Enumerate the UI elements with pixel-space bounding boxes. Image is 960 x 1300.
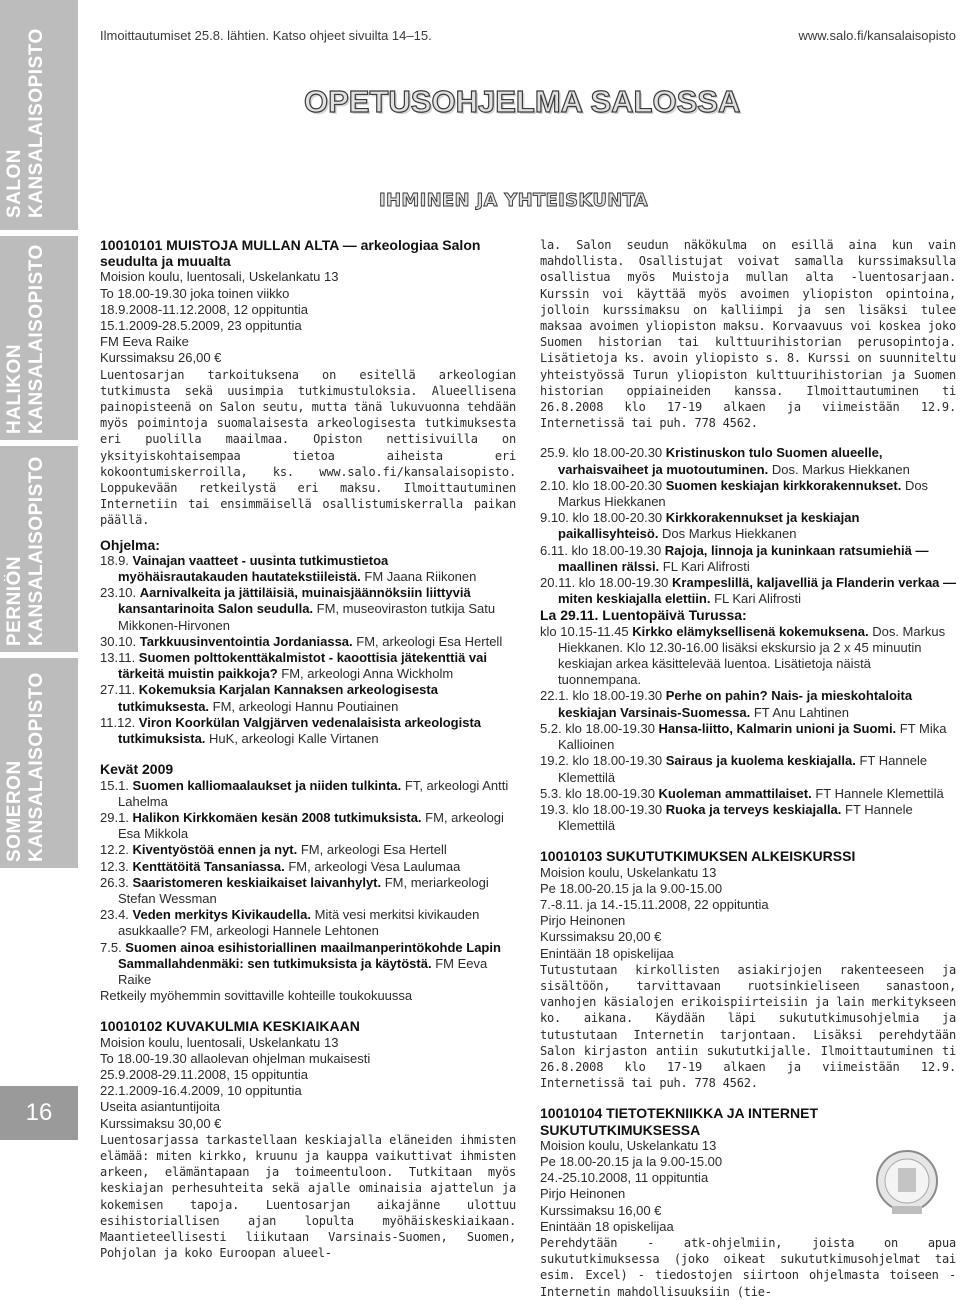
program-item [100,682,516,714]
program-item [100,907,516,939]
band-someron [0,658,78,868]
program-topic: Suomen ainoa esihistoriallinen maailmanperintökohde Lapin Sammallahdenmäki: sen tutkimuksista ja käytöstä. [118,939,501,971]
program-date: 25.9. klo 18.00-20.30 [540,445,666,461]
program-topic: Saaristomeren keskiaikaiset laivanhylyt. [132,874,385,890]
course-desc-1: Luentosarjan tarkoituksena on esitellä arkeologian tutkimusta sekä uusimpia tutkimustuloksia. Alueellisena painopisteenä on Salon seutu, mutta tänä lukuvuonna tehdään myös poimintoja suomalaisesta arkeologisesta tutkimuksesta eri puolilla maailmaa. Opiston nettisivuilla on yksityiskohtaisempaa tietoa aiheista eri kokoontumiskerroilla, ks. www.salo.fi/kansalaisopisto. Loppukevään retkeilystä eri maksu. Ilmoittautuminen Internetiin tai ensimmäisellä osallistumiskerralla paikan päällä. [100,367,516,528]
program-item [540,786,956,802]
band-salon [0,0,78,230]
info-line: Kurssimaksu 30,00 € [100,1115,222,1131]
spring-list [100,778,516,989]
program-speaker: FM Jaana Riikonen [364,569,477,585]
info-line: Kurssimaksu 20,00 € [540,929,662,945]
info-line: 7.-8.11. ja 14.-15.11.2008, 22 oppituntia [540,896,769,912]
info-line: 18.9.2008-11.12.2008, 12 oppituntia [100,301,308,317]
program-item [100,634,516,650]
info-line: Moision koulu, Uskelankatu 13 [540,1137,717,1153]
program-item [100,940,516,989]
info-line: 15.1.2009-28.5.2009, 23 oppituntia [100,318,302,334]
band-pernion-2: KANSALAISOPISTO [26,456,47,646]
band-halikon [0,236,78,440]
info-line: Moision koulu, luentosali, Uskelankatu 13 [100,1034,339,1050]
program-speaker: FL Kari Alifrosti [662,558,750,574]
program-topic: Kirkkorakennukset ja keskiajan paikallisyhteisö. [558,510,860,542]
program-topic: Ruoka ja terveys keskiajalla. [665,801,845,817]
course-desc-4: Perehdytään - atk-ohjelmiin, joista on apua sukututkimuksessa (joko oikeat sukututkimusohjelmat tai esim. Excel) - tiedostojen siirtoon ohjelmasta toiseen - Internetin mahdollisuuksiin (tie- [540,1235,956,1299]
program-list-3 [540,624,956,835]
seal-logo-icon [874,1148,940,1218]
band-halikon-1: HALIKON [4,343,25,434]
course-info-3 [540,865,956,962]
program-item [540,688,956,720]
program-date: 20.11. klo 18.00-19.30 [540,575,673,591]
info-line: To 18.00-19.30 joka toinen viikko [100,285,290,301]
program-date: 2.10. klo 18.00-20.30 [540,477,666,493]
info-line: 25.9.2008-29.11.2008, 15 oppituntia [100,1066,308,1082]
program-item [100,650,516,682]
info-line: Kurssimaksu 26,00 € [100,350,222,366]
band-someron-2: KANSALAISOPISTO [26,672,47,862]
info-line: Pe 18.00-20.15 ja la 9.00-15.00 [540,880,723,896]
program-speaker: FM, arkeologi Esa Mikkola [118,809,504,842]
page-number: 16 [0,1086,78,1140]
program-topic: Halikon Kirkkomäen kesän 2008 tutkimuksista. [132,809,426,825]
spring-heading: Kevät 2009 [100,761,174,778]
program-topic: Tarkkuusinventointia Jordaniassa. [139,633,357,649]
program-item [540,478,956,510]
registration-note: Ilmoittautumiset 25.8. lähtien. Katso ohjeet sivuilta 14–15. [100,28,432,43]
page-title: OPETUSOHJELMA SALOSSA [304,84,741,119]
program-item [100,553,516,585]
program-speaker: FM, meriarkeologi Stefan Wessman [118,874,489,906]
program-topic: Kenttätöitä Tansaniassa. [132,858,289,874]
program-date: 12.3. [100,858,133,874]
program-item [100,778,516,810]
program-topic: Suomen kalliomaalaukset ja niiden tulkinta. [132,777,405,793]
course-title-1: 10010101 MUISTOJA MULLAN ALTA — arkeologiaa Salon seudulta ja muualta [100,237,481,270]
info-line: Moision koulu, Uskelankatu 13 [540,864,717,880]
band-pernion-1: PERNIÖN [4,555,25,646]
column-left [100,237,516,1261]
info-line: Useita asiantuntijoita [100,1099,220,1115]
band-someron-1: SOMERON [4,760,25,862]
program-item [540,445,956,477]
program-date: 13.11. [100,650,139,666]
program-speaker: FT, arkeologi Antti Lahelma [118,777,509,809]
program-speaker: Dos Markus Hiekkanen [558,477,929,510]
program-topic: Perhe on pahin? Nais- ja mieskohtaloita keskiajan Varsinais-Suomessa. [558,688,913,720]
program-item [540,802,956,834]
program-speaker: FM Eeva Raike [118,955,488,987]
program-date: 26.3. [100,874,133,890]
program-topic: Kuoleman ammattilaiset. [658,785,816,801]
info-line: Pirjo Heinonen [540,913,626,929]
program-topic: Suomen keskiajan kirkkorakennukset. [665,477,905,493]
program-item [540,624,956,689]
program-speaker: FM, arkeologi Vesa Laulumaa [288,858,461,874]
program-date: 9.10. klo 18.00-20.30 [540,510,666,526]
program-item [100,585,516,634]
band-pernion [0,446,78,652]
course-desc-3: Tutustutaan kirkollisten asiakirjojen rakenteeseen ja sisältöön, tarvittavaan ruotsinkieliseen sanastoon, vanhojen käsialojen erikoispiirteisiin ja lain merkitykseen ko. aikana. Käydään läpi sukututkimusohjelmia ja tutustutaan Internetin tarjontaan. Lisäksi perehdytään Salon kirjaston antiin sukututkijalle. Ilmoittautuminen ti 26.8.2008 klo 17-19 alkaen ja viimeistään 12.9. Internetissä tai puh. 778 4562. [540,962,956,1091]
program-topic: Rajoja, linnoja ja kuninkaan ratsumiehiä — maallinen rälssi. [558,542,929,574]
program-date: 19.2. klo 18.00-19.30 [540,753,666,769]
program-item [540,543,956,575]
info-line: Kurssimaksu 16,00 € [540,1202,662,1218]
program-item [100,715,516,747]
side-band [0,0,78,1259]
info-line: Pe 18.00-20.15 ja la 9.00-15.00 [540,1153,723,1169]
program-date: 5.2. klo 18.00-19.30 [540,720,659,736]
program-list [100,553,516,747]
program-speaker: FL Kari Alifrosti [714,591,802,607]
course-info-1 [100,269,516,366]
info-line: To 18.00-19.30 allaolevan ohjelman mukaisesti [100,1050,371,1066]
band-halikon-2: KANSALAISOPISTO [26,244,47,434]
program-topic: Suomen polttokenttäkalmistot - kaoottisia jätekenttiä vai tärkeitä muistin paikkoja? [118,650,487,682]
section-title: IHMINEN JA YHTEISKUNTA [379,190,649,211]
info-line: FM Eeva Raike [100,334,189,350]
program-topic: Sairaus ja kuolema keskiajalla. [665,753,860,769]
program-item [100,810,516,842]
lecture-day-heading: La 29.11. Luentopäivä Turussa: [540,607,747,624]
program-date: klo 10.15-11.45 [540,623,633,639]
program-item [100,842,516,858]
program-topic: Kristinuskon tulo Suomen alueelle, varhaisvaiheet ja muotoutuminen. [558,445,883,477]
program-date: 15.1. [100,777,133,793]
column-right [540,237,956,1300]
program-date: 11.12. [100,714,139,730]
program-speaker: FT Hannele Klemettilä [558,801,913,834]
program-date: 23.4. [100,907,133,923]
course-desc-2: Luentosarjassa tarkastellaan keskiajalla eläneiden ihmisten elämää: miten kirkko, kruunu ja kauppa vaikuttivat ihmisten arkeen, elämäntapaan ja toimeentuloon. Tutkitaan myös keskiajan perhesuhteita sekä ajalle ominaisia ajattelun ja kokemisen tapoja. Luentosarjan aikajänne ulottuu esihistoriallisen ajan lopulta myöhäiskeskiaikaan. Maantieteellisesti liikutaan Varsinais-Suomen, Suomen, Pohjolan ja koko Euroopan alueel- [100,1132,516,1261]
program-date: 23.10. [100,585,140,601]
program-list-2 [540,445,956,607]
program-speaker: FT Hannele Klemettilä [558,753,928,785]
program-date: 29.1. [100,809,133,825]
info-line: 22.1.2009-16.4.2009, 10 oppituntia [100,1083,302,1099]
program-speaker: Mitä vesi merkitsi kivikauden asukkaalle? FM, arkeologi Hannele Lehtonen [118,907,480,939]
program-topic: Kirkko elämyksellisenä kokemuksena. [632,623,873,639]
program-speaker: FM, museoviraston tutkija Satu Mikkonen-Hirvonen [118,601,496,633]
program-date: 27.11. [100,682,139,698]
program-speaker: FM, arkeologi Anna Wickholm [281,666,454,682]
program-date: 5.3. klo 18.00-19.30 [540,785,659,801]
program-date: 18.9. [100,552,133,568]
program-topic: Kiventyöstöä ennen ja nyt. [132,842,301,858]
program-topic: Viron Koorkülan Valgjärven vedenalaisista arkeologista tutkimuksista. [118,714,482,747]
program-item [540,510,956,542]
course-desc-2-cont: la. Salon seudun näkökulma on esillä aina kun vain mahdollista. Osallistujat voivat samalla kurssimaksulla osallistua myös Muistoja mullan alta -luentosarjaan. Kurssin voi käyttää myös avoimen yliopiston opintoina, jolloin kurssimaksu on kalliimpi ja sen lisäksi tulee maksaa avoimen yliopiston maksu. Korvaavuus voi koskea joko Suomen historian tai kulttuurihistorian perusopintoja. Lisätietoja ks. avoin yliopisto s. 8. Kurssi on suunniteltu yhteistyössä Turun yliopiston kulttuurihistorian ja Suomen historian oppiaineiden kanssa. Ilmoittautuminen ti 26.8.2008 klo 17-19 alkaen ja viimeistään 12.9. Internetissä tai puh. 778 4562. [540,238,956,431]
program-speaker: FM, arkeologi Hannu Poutiainen [212,698,399,714]
program-date: 19.3. klo 18.00-19.30 [540,801,666,817]
program-speaker: Dos. Markus Hiekkanen [771,461,910,477]
program-item [100,875,516,907]
program-topic: Krampeslillä, kaljavelliä ja Flanderin verkaa — miten keskiajalla elettiin. [558,575,957,607]
program-speaker: FT Mika Kallioinen [558,720,947,753]
course-title-2: 10010102 KUVAKULMIA KESKIAIKAAN [100,1018,360,1035]
band-salon-2: KANSALAISOPISTO [26,28,47,218]
program-item [540,575,956,607]
course-title-3: 10010103 SUKUTUTKIMUKSEN ALKEISKURSSI [540,848,856,865]
program-item [540,721,956,753]
program-heading: Ohjelma: [100,536,160,553]
program-date: 30.10. [100,633,140,649]
spring-note: Retkeily myöhemmin sovittaville kohteille toukokuussa [100,988,413,1004]
program-date: 12.2. [100,842,133,858]
program-speaker: FM, arkeologi Esa Hertell [356,633,503,649]
program-item [540,753,956,785]
program-speaker: FM, arkeologi Esa Hertell [300,842,447,858]
program-topic: Aarnivalkeita ja jättiläisiä, muinaisjäännöksiin liittyviä kansantarinoita Salon seudulla. [118,585,471,617]
program-speaker: Dos. Markus Hiekkanen. Klo 12.30-16.00 lisäksi ekskursio ja 2 x 45 minuutin keskiajan arkea käsittelevää luentoa. Lisätietoja näistä tuonnempana. [558,623,946,688]
program-speaker: FT Anu Lahtinen [753,704,850,720]
info-line: Enintään 18 opiskelijaa [540,1218,674,1234]
program-speaker: HuK, arkeologi Kalle Virtanen [209,731,379,747]
program-topic: Kokemuksia Karjalan Kannaksen arkeologisesta tutkimuksesta. [118,682,438,714]
program-topic: Veden merkitys Kivikaudella. [132,907,315,923]
program-topic: Vainajan vaatteet - uusinta tutkimustietoa myöhäisrautakauden hautatekstiileistä. [118,552,389,585]
website-link[interactable]: www.salo.fi/kansalaisopisto [798,28,956,43]
program-topic: Hansa-liitto, Kalmarin unioni ja Suomi. [658,720,900,736]
program-speaker: Dos Markus Hiekkanen [662,526,797,542]
program-item [100,859,516,875]
program-speaker: FT Hannele Klemettilä [815,785,944,801]
band-salon-1: SALON [4,149,25,218]
info-line: Enintään 18 opiskelijaa [540,945,674,961]
program-date: 22.1. klo 18.00-19.30 [540,688,666,704]
info-line: 24.-25.10.2008, 11 oppituntia [540,1170,709,1186]
course-title-4: 10010104 TIETOTEKNIIKKA JA INTERNET SUKUTUTKIMUKSESSA [540,1105,819,1138]
program-date: 6.11. klo 18.00-19.30 [540,542,665,558]
course-info-2 [100,1035,516,1132]
info-line: Moision koulu, luentosali, Uskelankatu 13 [100,269,339,285]
program-date: 7.5. [100,939,126,955]
info-line: Pirjo Heinonen [540,1186,626,1202]
